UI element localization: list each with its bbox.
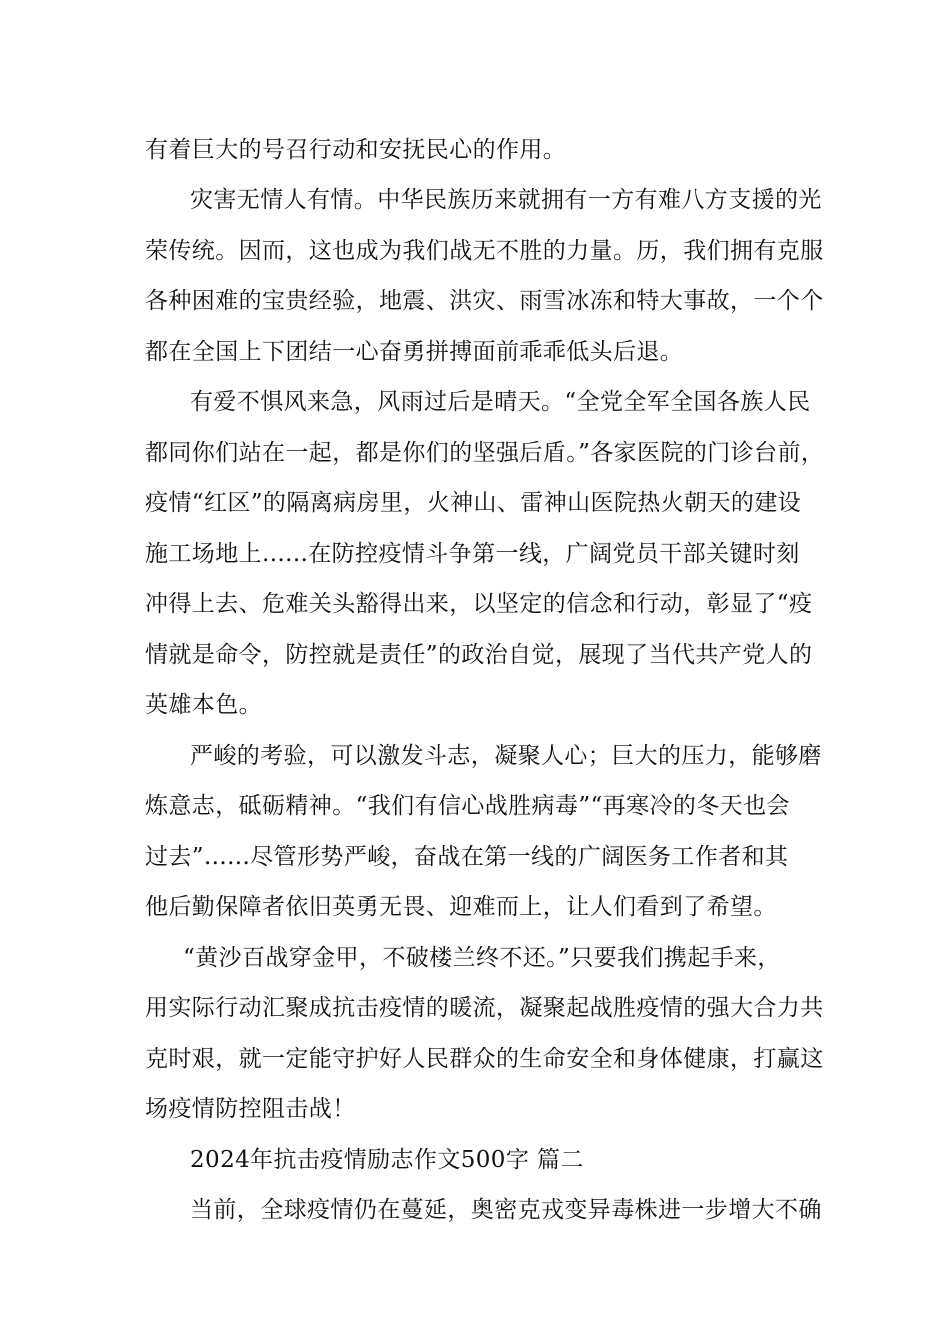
text-line: 他后勤保障者依旧英勇无畏、迎难而上，让人们看到了希望。 [145, 894, 777, 920]
text-line: 都在全国上下团结一心奋勇拼搏面前乖乖低头后退。 [145, 339, 684, 365]
text-line: 荣传统。因而，这也成为我们战无不胜的力量。历，我们拥有克服 [145, 238, 824, 264]
text-line: 都同你们站在一起，都是你们的坚强后盾。”各家医院的门诊台前， [145, 440, 825, 466]
text-line: 用实际行动汇聚成抗击疫情的暖流，凝聚起战胜疫情的强大合力共 [145, 995, 824, 1021]
text-line: 施工场地上......在防控疫情斗争第一线，广阔党员干部关键时刻 [145, 541, 800, 567]
paragraph-first-line: “黄沙百战穿金甲，不破楼兰终不还。”只要我们携起手来， [183, 945, 781, 971]
text-line: 英雄本色。 [145, 692, 262, 718]
text-line: 冲得上去、危难关头豁得出来，以坚定的信念和行动，彰显了“疫 [145, 591, 813, 617]
section-heading: 2024年抗击疫情励志作文500字 篇二 [190, 1147, 584, 1173]
text-line: 各种困难的宝贵经验，地震、洪灾、雨雪冰冻和特大事故，一个个 [145, 288, 824, 314]
text-line: 场疫情防控阻击战！ [145, 1096, 356, 1122]
paragraph-first-line: 有爱不惧风来急，风雨过后是晴天。“全党全军全国各族人民 [190, 389, 811, 415]
paragraph-first-line: 当前，全球疫情仍在蔓延，奥密克戎变异毒株进一步增大不确 [190, 1197, 822, 1223]
text-line: 过去”......尽管形势严峻，奋战在第一线的广阔医务工作者和其 [145, 844, 789, 870]
paragraph-first-line: 严峻的考验，可以激发斗志，凝聚人心；巨大的压力，能够磨 [190, 743, 822, 769]
text-line: 克时艰，就一定能守护好人民群众的生命安全和身体健康，打赢这 [145, 1046, 824, 1072]
text-line: 疫情“红区”的隔离病房里，火神山、雷神山医院热火朝天的建设 [145, 490, 802, 516]
text-line: 炼意志，砥砺精神。“我们有信心战胜病毒”“再寒冷的冬天也会 [145, 793, 790, 819]
text-line: 有着巨大的号召行动和安抚民心的作用。 [145, 137, 567, 163]
text-line: 情就是命令，防控就是责任”的政治自觉，展现了当代共产党人的 [145, 642, 813, 668]
paragraph-first-line: 灾害无情人有情。中华民族历来就拥有一方有难八方支援的光 [190, 187, 822, 213]
